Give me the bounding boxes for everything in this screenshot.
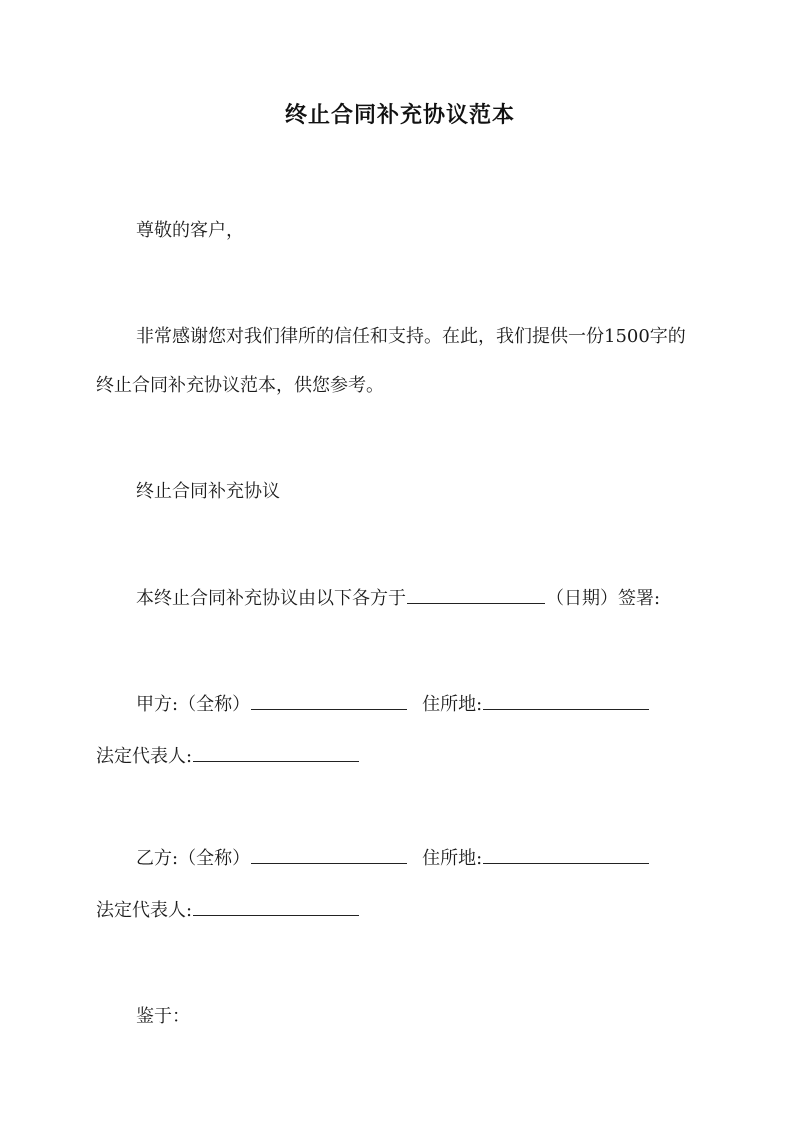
document-title: 终止合同补充协议范本: [284, 102, 515, 128]
party-a-label: 甲方:（全称）: [136, 694, 251, 715]
party-a-rep-label: 法定代表人:: [96, 746, 193, 767]
signing-line: [96, 574, 746, 623]
party-a-rep-blank: [193, 743, 359, 762]
party-b-address-label: 住所地:: [422, 848, 483, 869]
party-a-name-blank: [251, 691, 407, 710]
intro-line-2: 终止合同补充协议范本，供您参考。: [96, 375, 384, 396]
party-b-line: [96, 834, 746, 883]
party-b-name-blank: [251, 845, 407, 864]
whereas-heading: 鉴于：: [136, 1006, 190, 1027]
party-a-address-label: 住所地:: [422, 694, 483, 715]
party-b-rep-blank: [193, 897, 359, 916]
party-a-rep-line: [96, 732, 706, 781]
section-heading: 终止合同补充协议: [136, 481, 280, 502]
party-b-rep-label: 法定代表人:: [96, 900, 193, 921]
salutation: 尊敬的客户，: [136, 220, 244, 241]
intro-line-1: 非常感谢您对我们律所的信任和支持。在此，我们提供一份1500字的: [136, 326, 686, 347]
party-b-rep-line: [96, 886, 706, 935]
signing-suffix: （日期）签署:: [546, 588, 661, 609]
party-a-line: [96, 680, 746, 729]
party-b-label: 乙方:（全称）: [136, 848, 251, 869]
party-a-address-blank: [483, 691, 649, 710]
signing-prefix: 本终止合同补充协议由以下各方于: [136, 588, 406, 609]
party-b-address-blank: [483, 845, 649, 864]
date-blank: [407, 585, 545, 604]
